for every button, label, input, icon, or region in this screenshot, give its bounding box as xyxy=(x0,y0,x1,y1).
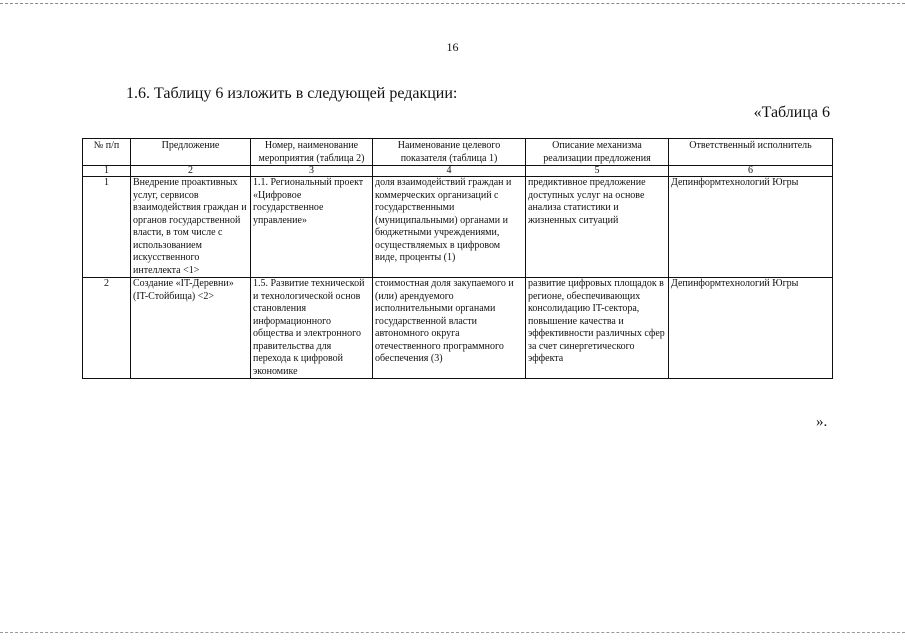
page-number: 16 xyxy=(446,40,459,54)
measure-cell: 1.5. Развитие технической и технологической основ становления информационного общества и электронного правительства для перехода к цифровой экономике xyxy=(251,278,373,379)
column-number-cell: 1 xyxy=(83,166,131,177)
column-number-row xyxy=(83,166,833,177)
column-number-cell: 3 xyxy=(251,166,373,177)
row-number-cell: 2 xyxy=(83,278,131,379)
table-row xyxy=(83,177,833,278)
table-caption: «Таблица 6 xyxy=(753,104,830,121)
header-cell-number: № п/п xyxy=(83,139,131,166)
instruction-text: 1.6. Таблицу 6 изложить в следующей редакции: xyxy=(126,85,458,102)
table-header-row xyxy=(83,139,833,166)
column-number-cell: 6 xyxy=(669,166,833,177)
proposal-cell: Создание «IT-Деревни» (IT-Стойбища) <2> xyxy=(131,278,251,379)
header-cell-mechanism: Описание механизма реализации предложения xyxy=(526,139,669,166)
indicator-cell: стоимостная доля закупаемого и (или) арендуемого исполнительными органами государственной власти автономного округа отечественного программного обеспечения (3) xyxy=(373,278,526,379)
column-number-cell: 2 xyxy=(131,166,251,177)
mechanism-cell: предиктивное предложение доступных услуг на основе анализа статистики и жизненных ситуаций xyxy=(526,177,669,278)
header-cell-measure: Номер, наименование мероприятия (таблица 2) xyxy=(251,139,373,166)
indicator-cell: доля взаимодействий граждан и коммерческих организаций с государственными (муниципальными) органами и бюджетными учреждениями, осуществляемых в цифровом виде, проценты (1) xyxy=(373,177,526,278)
proposal-cell: Внедрение проактивных услуг, сервисов взаимодействия граждан и органов государственной власти, в том числе с использованием искусственного интеллекта <1> xyxy=(131,177,251,278)
column-number-cell: 4 xyxy=(373,166,526,177)
table-row xyxy=(83,278,833,379)
row-number-cell: 1 xyxy=(83,177,131,278)
header-cell-proposal: Предложение xyxy=(131,139,251,166)
measure-cell: 1.1. Региональный проект «Цифровое государственное управление» xyxy=(251,177,373,278)
scan-edge-bottom xyxy=(0,632,905,633)
column-number-cell: 5 xyxy=(526,166,669,177)
mechanism-cell: развитие цифровых площадок в регионе, обеспечивающих консолидацию IT-сектора, повышение качества и эффективности различных сфер за счет синергетического эффекта xyxy=(526,278,669,379)
executor-cell: Депинформтехнологий Югры xyxy=(669,278,833,379)
executor-cell: Депинформтехнологий Югры xyxy=(669,177,833,278)
proposals-table xyxy=(82,138,833,379)
header-cell-indicator: Наименование целевого показателя (таблица 1) xyxy=(373,139,526,166)
closing-quote-mark: ». xyxy=(816,414,828,430)
header-cell-executor: Ответственный исполнитель xyxy=(669,139,833,166)
scan-edge-top xyxy=(0,3,905,4)
